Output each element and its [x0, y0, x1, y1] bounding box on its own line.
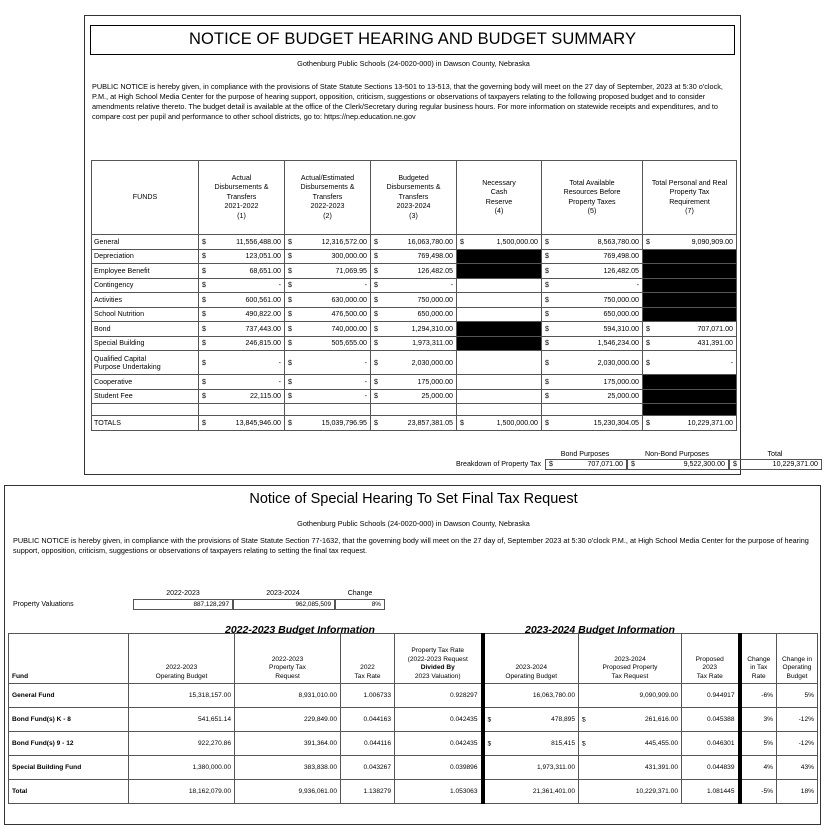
budgeted-2023-2024: $ 2,030,000.00 [371, 351, 457, 375]
actual-2021-2022: $ 68,651.00 [199, 264, 285, 279]
change-tax-rate: 4% [740, 756, 777, 780]
fund-header: Fund [9, 634, 129, 684]
budgeted-2023-2024: $ 650,000.00 [371, 307, 457, 322]
estimated-2022-2023: $ 12,316,572.00 [285, 235, 371, 250]
proposed-tax-request: $ 261,616.00 [579, 708, 682, 732]
operating-budget-2022: 1,380,000.00 [129, 756, 235, 780]
budget-row [92, 322, 737, 337]
fund-name: General Fund [9, 684, 129, 708]
estimated-2022-2023: $ 71,069.95 [285, 264, 371, 279]
budgeted-2023-2024: $ 25,000.00 [371, 389, 457, 404]
change-operating-budget: 18% [777, 780, 818, 804]
budget-subtitle: Gothenburg Public Schools (24-0020-000) in Dawson County, Nebraska [297, 59, 530, 68]
fund-name: Depreciation [92, 249, 199, 264]
budgeted-2023-2024: $ 769,498.00 [371, 249, 457, 264]
available-resources: $ 2,030,000.00 [542, 351, 643, 375]
available-resources: $ - [542, 278, 643, 293]
fund-name: General [92, 235, 199, 250]
actual-2021-2022: $ 600,561.00 [199, 293, 285, 308]
tax-request-2022: 8,931,010.00 [235, 684, 341, 708]
tax-rate-2022: 0.044163 [341, 708, 395, 732]
totals-label: TOTALS [92, 416, 199, 431]
empty-cell [457, 293, 542, 308]
available-resources: $ 650,000.00 [542, 307, 643, 322]
total-actual: $ 13,845,946.00 [199, 416, 285, 431]
available-resources: $ 8,563,780.00 [542, 235, 643, 250]
breakdown-total-value: $ 10,229,371.00 [729, 459, 822, 470]
total-budgeted: $ 23,857,381.05 [371, 416, 457, 431]
proposed-tax-rate: 0.046301 [682, 732, 740, 756]
available-resources: $ 769,498.00 [542, 249, 643, 264]
total-estimated: $ 15,039,796.95 [285, 416, 371, 431]
budget-row [92, 307, 737, 322]
tax-request-row [9, 732, 818, 756]
operating-budget-2023: 21,361,401.00 [483, 780, 579, 804]
budgeted-2023-2024: $ 1,294,310.00 [371, 322, 457, 337]
bond-purposes-head: Bond Purposes [560, 450, 610, 458]
tax-requirement: $ - [643, 351, 737, 375]
fund-name: Total [9, 780, 129, 804]
budget-row [92, 375, 737, 390]
available-resources: $ 175,000.00 [542, 375, 643, 390]
change-operating-budget: 43% [777, 756, 818, 780]
tax-request-row [9, 684, 818, 708]
tax-rate-2022: 0.043267 [341, 756, 395, 780]
available-resources: $ 126,482.05 [542, 264, 643, 279]
budget-row [92, 389, 737, 404]
total-cash-reserve: $ 1,500,000.00 [457, 416, 542, 431]
budgeted-2023-2024: $ 750,000.00 [371, 293, 457, 308]
change-operating-budget: -12% [777, 708, 818, 732]
fund-name: Activities [92, 293, 199, 308]
budgeted-2023-2024: $ 126,482.05 [371, 264, 457, 279]
divided-tax-rate: 1.053063 [395, 780, 483, 804]
change-tax-rate: -6% [740, 684, 777, 708]
funds-header: FUNDS [92, 161, 199, 235]
operating-budget-2023: $ 815,415 [483, 732, 579, 756]
budget-row [92, 293, 737, 308]
operating-budget-2023: 16,063,780.00 [483, 684, 579, 708]
breakdown-label: Breakdown of Property Tax [455, 460, 541, 468]
tax-rate-2022: 1.138279 [341, 780, 395, 804]
tax-rate-2022: 0.044116 [341, 732, 395, 756]
special-hearing-title: Notice of Special Hearing To Set Final Tax Request [249, 491, 578, 507]
col2-header: Actual/Estimated Disbursements & Transfers 2022-2023 (2) [285, 161, 371, 235]
estimated-2022-2023: $ - [285, 389, 371, 404]
redacted-cell [457, 249, 542, 264]
proposed-tax-rate: 0.944917 [682, 684, 740, 708]
operating-budget-2023-header: 2023-2024 Operating Budget [483, 634, 579, 684]
actual-2021-2022: $ 737,443.00 [199, 322, 285, 337]
budget-public-notice: PUBLIC NOTICE is hereby given, in compliance with the provisions of State Statute Sections 13-501 to 13-513, that the governing body will meet on the 27 day of September, 2023 at 5:30 o'clock, P.M., at High School Media Center for the purpose of hearing support, opposition, criticism, suggestions or observations of taxpayers relating to the following proposed budget and to consider amendments relative thereto. The budget detail is available at the office of the Clerk/Secretary during regular business hours. For more information on statewide receipts and expenditures, and to compare cost per pupil and performance to other school districts, go to: https://nep.education.ne.gov [92, 82, 723, 121]
proposed-tax-request: 10,229,371.00 [579, 780, 682, 804]
tax-request-2022: 229,849.00 [235, 708, 341, 732]
proposed-tax-request: $ 445,455.00 [579, 732, 682, 756]
actual-2021-2022: $ 22,115.00 [199, 389, 285, 404]
change-tax-rate: -5% [740, 780, 777, 804]
redacted-cell [457, 336, 542, 351]
divided-tax-rate: 0.928297 [395, 684, 483, 708]
proposed-tax-request: 431,391.00 [579, 756, 682, 780]
proposed-tax-request-header: 2023-2024 Proposed Property Tax Request [579, 634, 682, 684]
tax-request-2022: 383,838.00 [235, 756, 341, 780]
redacted-cell [643, 278, 737, 293]
valuation-year2-head: 2023-2024 [266, 590, 300, 597]
proposed-tax-rate-header: Proposed 2023 Tax Rate [682, 634, 740, 684]
available-resources: $ 750,000.00 [542, 293, 643, 308]
tax-request-2022: 9,936,061.00 [235, 780, 341, 804]
actual-2021-2022: $ - [199, 375, 285, 390]
valuation-change: 8% [335, 599, 385, 610]
redacted-cell [457, 322, 542, 337]
col4-header: Necessary Cash Reserve (4) [457, 161, 542, 235]
fund-name: Bond Fund(s) K - 8 [9, 708, 129, 732]
special-hearing-notice [4, 485, 821, 825]
budget-row [92, 278, 737, 293]
operating-budget-2023: $ 478,895 [483, 708, 579, 732]
valuation-year1-head: 2022-2023 [166, 590, 200, 597]
budget-title-box [90, 25, 735, 55]
redacted-cell [643, 307, 737, 322]
change-tax-rate: 3% [740, 708, 777, 732]
col5-header: Total Available Resources Before Property Taxes (5) [542, 161, 643, 235]
special-hearing-subtitle: Gothenburg Public Schools (24-0020-000) in Dawson County, Nebraska [297, 519, 530, 528]
total-head: Total [767, 450, 783, 458]
tax-request-2022: 391,364.00 [235, 732, 341, 756]
col3-header: Budgeted Disbursements & Transfers 2023-2024 (3) [371, 161, 457, 235]
actual-2021-2022: $ 11,556,488.00 [199, 235, 285, 250]
section-2022-2023-heading: 2022-2023 Budget Information [225, 624, 375, 636]
budget-title: NOTICE OF BUDGET HEARING AND BUDGET SUMMARY [188, 30, 637, 48]
tax-request-row [9, 756, 818, 780]
divided-rate-header: Property Tax Rate (2022-2023 Request Divided By 2023 Valuation) [395, 634, 483, 684]
actual-2021-2022: $ - [199, 351, 285, 375]
redacted-cell [643, 249, 737, 264]
available-resources: $ 25,000.00 [542, 389, 643, 404]
budget-row [92, 264, 737, 279]
operating-budget-2022: 922,270.86 [129, 732, 235, 756]
tax-request-table [8, 633, 818, 804]
budgeted-2023-2024: $ 16,063,780.00 [371, 235, 457, 250]
estimated-2022-2023: $ 476,500.00 [285, 307, 371, 322]
operating-budget-2023: 1,973,311.00 [483, 756, 579, 780]
fund-name: Qualified Capital Purpose Undertaking [92, 351, 199, 375]
valuation-2023-2024: 962,085,509 [233, 599, 335, 610]
col7-header: Total Personal and Real Property Tax Requirement (7) [643, 161, 737, 235]
spacer-row [92, 404, 737, 416]
change-tax-rate: 5% [740, 732, 777, 756]
estimated-2022-2023: $ 300,000.00 [285, 249, 371, 264]
change-operating-budget: -12% [777, 732, 818, 756]
fund-name: School Nutrition [92, 307, 199, 322]
budget-summary-table [91, 160, 737, 431]
redacted-cell [643, 293, 737, 308]
budgeted-2023-2024: $ 175,000.00 [371, 375, 457, 390]
fund-name: Contingency [92, 278, 199, 293]
property-valuations-label: Property Valuations [13, 601, 74, 608]
operating-budget-2022: 18,162,079.00 [129, 780, 235, 804]
estimated-2022-2023: $ - [285, 278, 371, 293]
operating-budget-2022: 15,318,157.00 [129, 684, 235, 708]
tax-requirement: $ 707,071.00 [643, 322, 737, 337]
bond-purposes-value: $ 707,071.00 [545, 459, 627, 470]
section-2023-2024-heading: 2023-2024 Budget Information [525, 624, 675, 636]
redacted-cell [457, 264, 542, 279]
empty-cell [457, 307, 542, 322]
divided-tax-rate: 0.042435 [395, 708, 483, 732]
actual-2021-2022: $ - [199, 278, 285, 293]
empty-cell [457, 351, 542, 375]
valuation-change-head: Change [347, 590, 373, 597]
tax-request-row [9, 780, 818, 804]
budget-summary-notice [84, 15, 818, 475]
divided-tax-rate: 0.039896 [395, 756, 483, 780]
proposed-tax-rate: 1.081445 [682, 780, 740, 804]
valuation-2022-2023: 887,128,297 [133, 599, 233, 610]
proposed-tax-rate: 0.045388 [682, 708, 740, 732]
operating-budget-2022-header: 2022-2023 Operating Budget [129, 634, 235, 684]
change-operating-budget: 5% [777, 684, 818, 708]
redacted-cell [643, 375, 737, 390]
budget-totals-row [92, 416, 737, 431]
estimated-2022-2023: $ 505,655.00 [285, 336, 371, 351]
change-tax-rate-header: Change in Tax Rate [740, 634, 777, 684]
empty-cell [457, 389, 542, 404]
total-tax-requirement: $ 10,229,371.00 [643, 416, 737, 431]
estimated-2022-2023: $ 740,000.00 [285, 322, 371, 337]
fund-name: Cooperative [92, 375, 199, 390]
col1-header: Actual Disbursements & Transfers 2021-2022 (1) [199, 161, 285, 235]
tax-request-row [9, 708, 818, 732]
tax-requirement: $ 431,391.00 [643, 336, 737, 351]
tax-requirement: $ 9,090,909.00 [643, 235, 737, 250]
actual-2021-2022: $ 490,822.00 [199, 307, 285, 322]
tax-rate-2022-header: 2022 Tax Rate [341, 634, 395, 684]
total-available: $ 15,230,304.05 [542, 416, 643, 431]
change-operating-budget-header: Change in Operating Budget [777, 634, 818, 684]
nonbond-purposes-value: $ 9,522,300.00 [627, 459, 729, 470]
fund-name: Bond Fund(s) 9 - 12 [9, 732, 129, 756]
actual-2021-2022: $ 246,815.00 [199, 336, 285, 351]
empty-cell [457, 375, 542, 390]
fund-name: Employee Benefit [92, 264, 199, 279]
actual-2021-2022: $ 123,051.00 [199, 249, 285, 264]
tax-rate-2022: 1.006733 [341, 684, 395, 708]
budget-row [92, 336, 737, 351]
divided-tax-rate: 0.042435 [395, 732, 483, 756]
budget-row [92, 249, 737, 264]
redacted-cell [643, 264, 737, 279]
empty-cell [457, 278, 542, 293]
special-hearing-public-notice: PUBLIC NOTICE is hereby given, in compliance with the provisions of State Statute Section 77-1632, that the governing body will meet on the 27 day of, September 2023 at 5:30 o'clock P.M., at High School Media Center for the purpose of hearing support, opposition, criticism, suggestions or observations of taxpayers relating to setting the final tax request. [13, 536, 809, 555]
budgeted-2023-2024: $ - [371, 278, 457, 293]
fund-name: Special Building Fund [9, 756, 129, 780]
estimated-2022-2023: $ - [285, 375, 371, 390]
budget-row [92, 235, 737, 250]
tax-request-2022-header: 2022-2023 Property Tax Request [235, 634, 341, 684]
budgeted-2023-2024: $ 1,973,311.00 [371, 336, 457, 351]
fund-name: Bond [92, 322, 199, 337]
nonbond-purposes-head: Non-Bond Purposes [645, 450, 709, 458]
available-resources: $ 1,546,234.00 [542, 336, 643, 351]
proposed-tax-request: 9,090,909.00 [579, 684, 682, 708]
proposed-tax-rate: 0.044839 [682, 756, 740, 780]
fund-name: Special Building [92, 336, 199, 351]
budget-row [92, 351, 737, 375]
estimated-2022-2023: $ - [285, 351, 371, 375]
redacted-cell [643, 389, 737, 404]
fund-name: Student Fee [92, 389, 199, 404]
estimated-2022-2023: $ 630,000.00 [285, 293, 371, 308]
budget-header-row [92, 161, 737, 235]
operating-budget-2022: 541,651.14 [129, 708, 235, 732]
available-resources: $ 594,310.00 [542, 322, 643, 337]
tax-request-header-row [9, 634, 818, 684]
cash-reserve: $ 1,500,000.00 [457, 235, 542, 250]
